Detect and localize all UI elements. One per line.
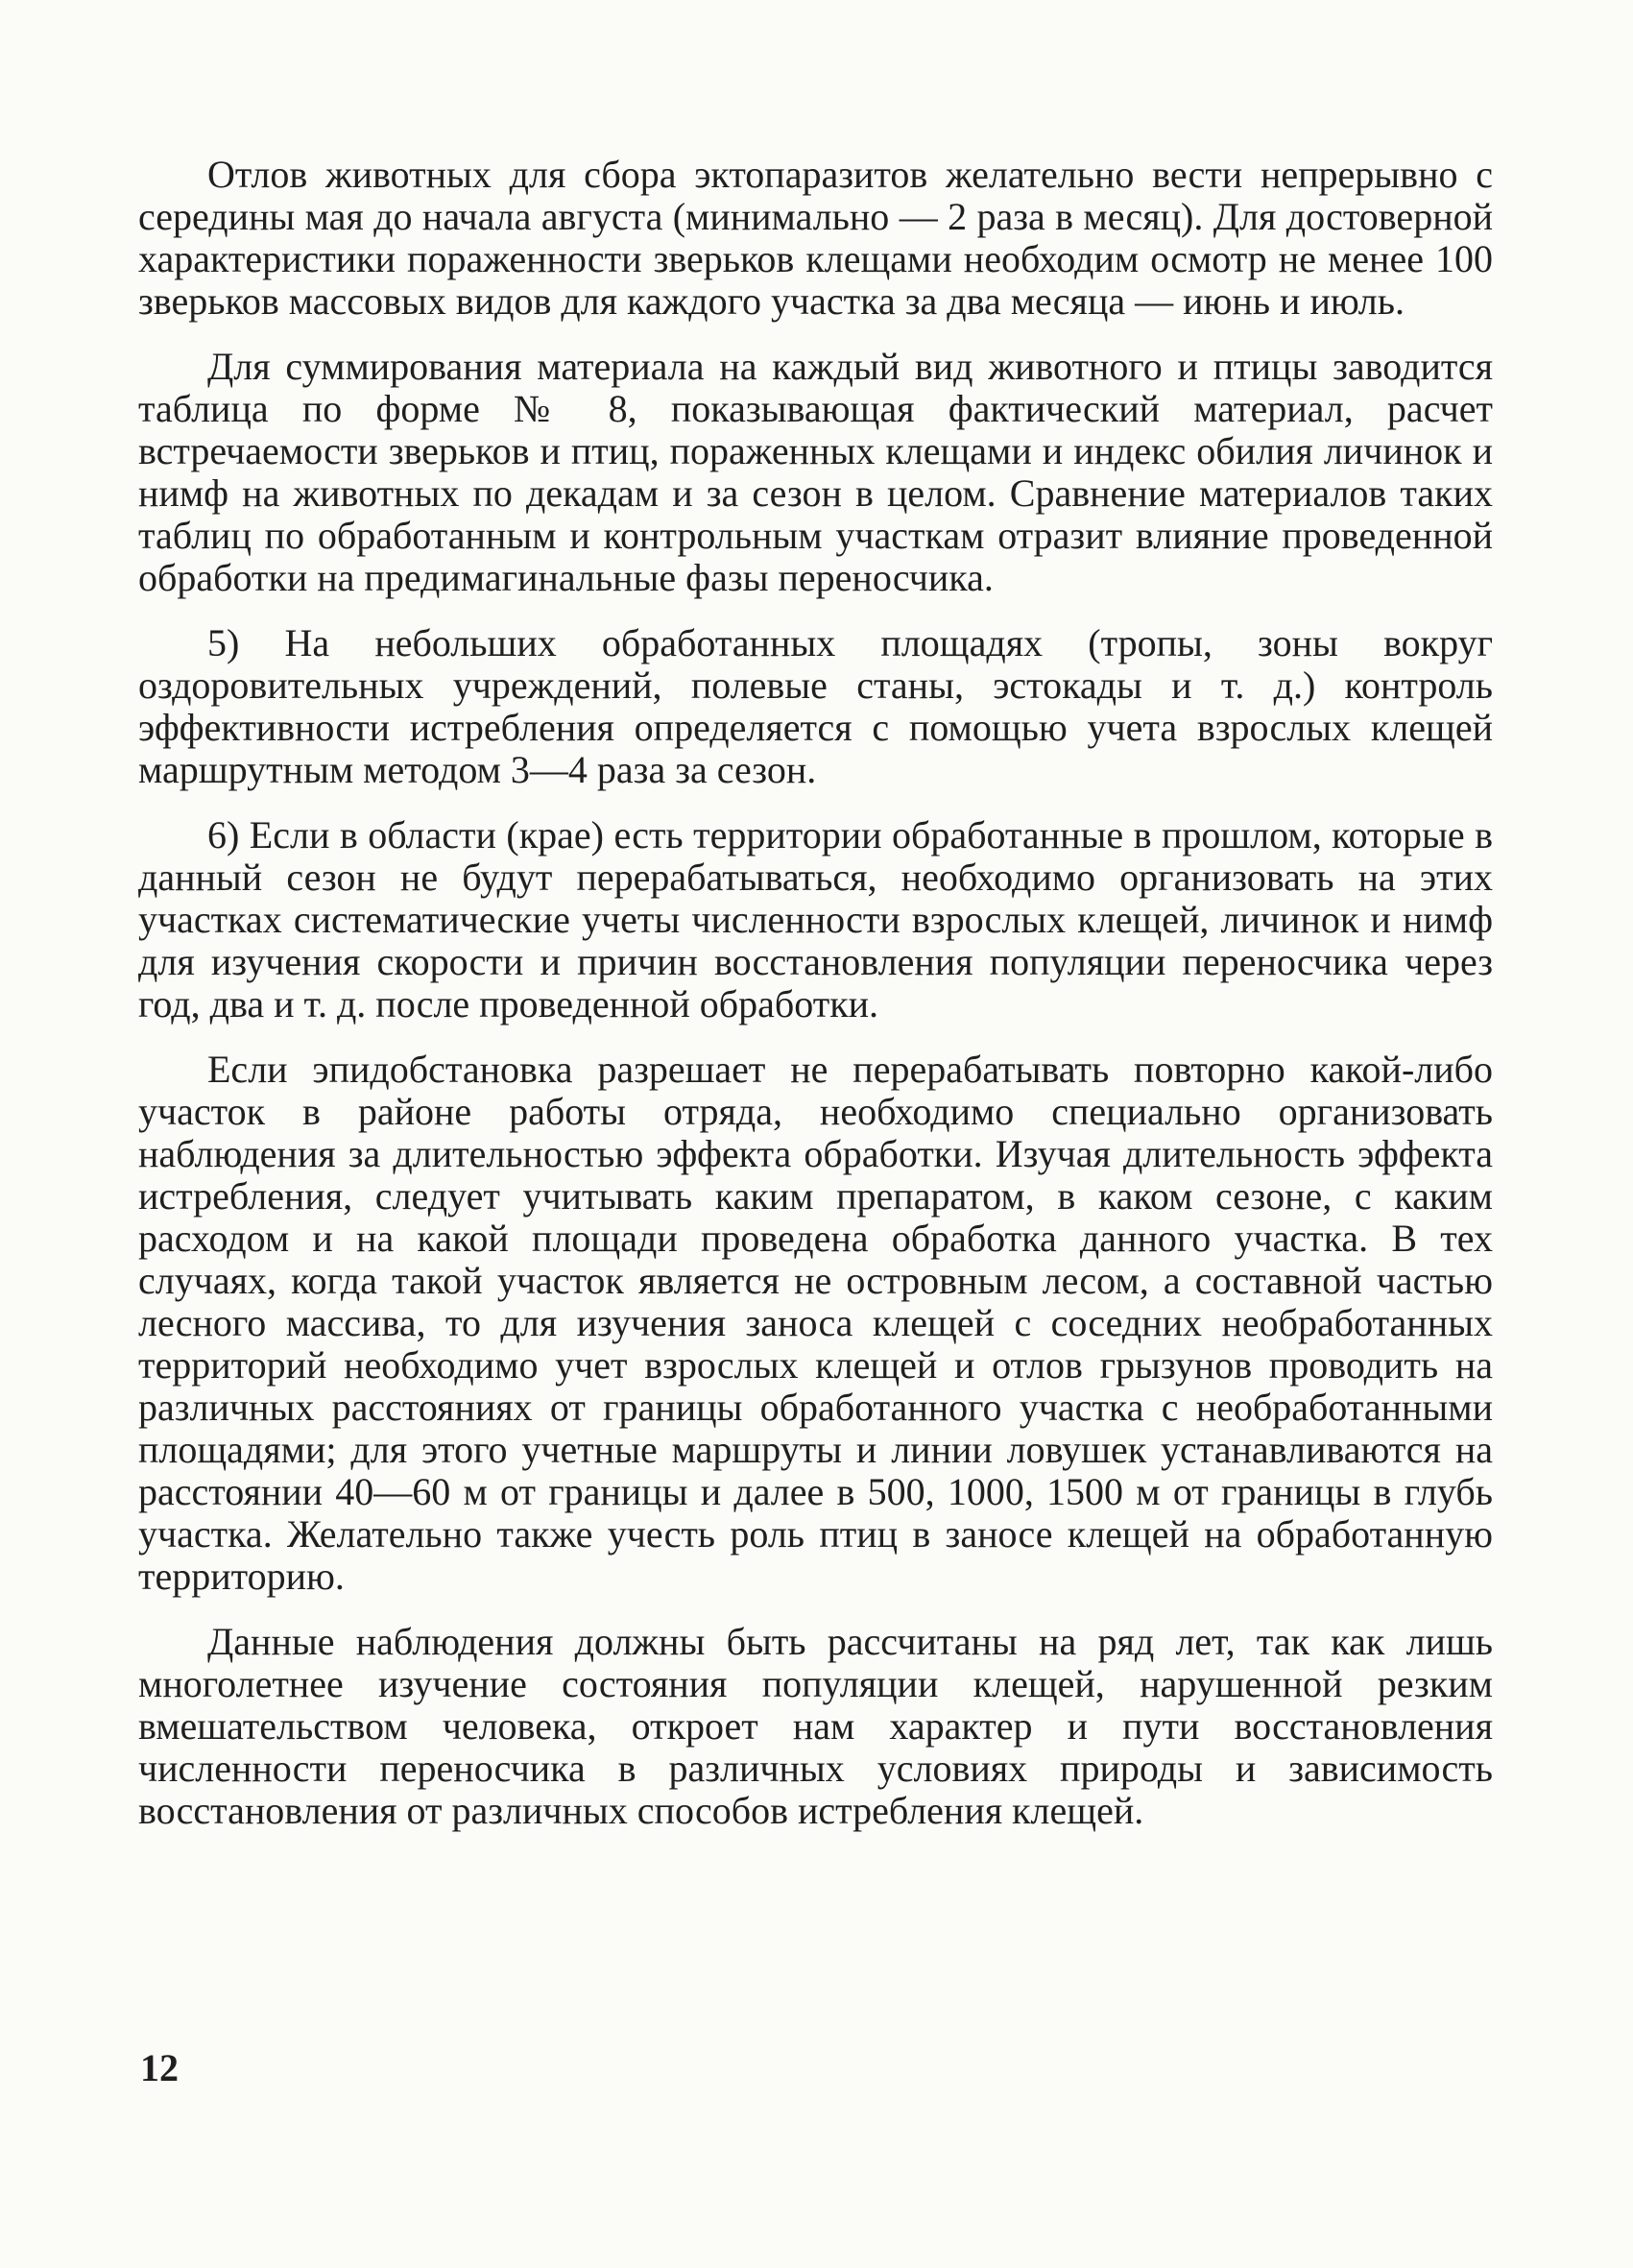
page-number: 12 [140,2046,179,2089]
paragraph-4: 6) Если в области (крае) есть территории обработанные в прошлом, которые в данный сезон не будут перерабатываться, необходимо организовать на этих участках систематические учеты численности взрослых клещей, личинок и нимф для изучения скорости и причин восстановления популяции переносчика через год, два и т. д. после проведенной обработки. [138,813,1493,1025]
paragraph-1: Отлов животных для сбора эктопаразитов желательно вести непрерывно с середины мая до начала августа (минимально — 2 раза в месяц). Для достоверной характеристики пораженности зверьков клещами необходим осмотр не менее 100 зверьков массовых видов для каждого участка за два месяца — июнь и июль. [138,153,1493,323]
paragraph-6: Данные наблюдения должны быть рассчитаны на ряд лет, так как лишь многолетнее изучение состояния популяции клещей, нарушенной резким вмешательством человека, откроет нам характер и пути восстановления численности переносчика в различных условиях природы и зависимость восстановления от различных способов истребления клещей. [138,1620,1493,1832]
paragraph-2: Для суммирования материала на каждый вид животного и птицы заводится таблица по форме № 8, показывающая фактический материал, расчет встречаемости зверьков и птиц, пораженных клещами и индекс обилия личинок и нимф на животных по декадам и за сезон в целом. Сравнение материалов таких таблиц по обработанным и контрольным участкам отразит влияние проведенной обработки на предимагинальные фазы переносчика. [138,345,1493,599]
paragraph-5: Если эпидобстановка разрешает не перерабатывать повторно какой-либо участок в районе работы отряда, необходимо специально организовать наблюдения за длительностью эффекта обработки. Изучая длительность эффекта истребления, следует учитывать каким препаратом, в каком сезоне, с каким расходом и на какой площади проведена обработка данного участка. В тех случаях, когда такой участок является не островным лесом, а составной частью лесного массива, то для изучения заноса клещей с соседних необработанных территорий необходимо учет взрослых клещей и отлов грызунов проводить на различных расстояниях от границы обработанного участка с необработанными площадями; для этого учетные маршруты и линии ловушек устанавливаются на расстоянии 40—60 м от границы и далее в 500, 1000, 1500 м от границы в глубь участка. Желательно также учесть роль птиц в заносе клещей на обработанную территорию. [138,1048,1493,1598]
body-text [138,154,1493,1855]
paragraph-3: 5) На небольших обработанных площадях (тропы, зоны вокруг оздоровительных учреждений, полевые станы, эстокады и т. д.) контроль эффективности истребления определяется с помощью учета взрослых клещей маршрутным методом 3—4 раза за сезон. [138,621,1493,791]
